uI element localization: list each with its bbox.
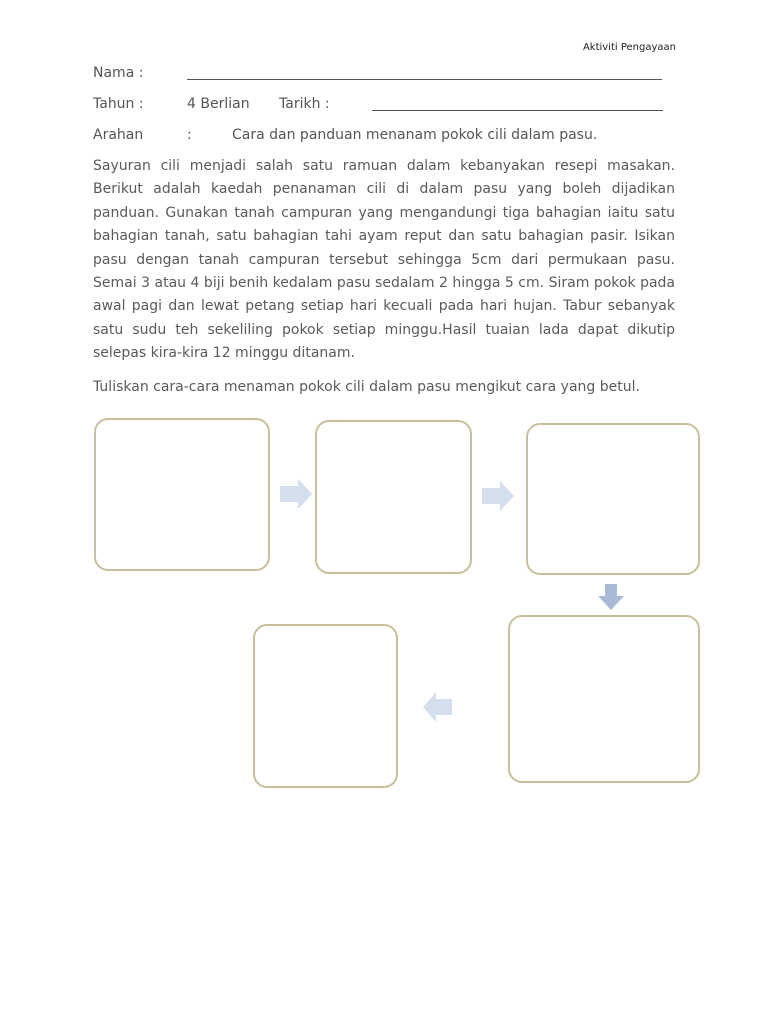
year-label: Tahun : [93,96,144,112]
step-box-5[interactable] [253,624,398,788]
direction-text: Cara dan panduan menanam pokok cili dalam pasu. [232,127,598,143]
direction-label: Arahan [93,127,144,143]
arrow-down-icon [598,584,624,610]
year-value: 4 Berlian [187,96,250,112]
activity-tag: Aktiviti Pengayaan [582,42,676,53]
date-label: Tarikh : [279,96,330,112]
name-blank-line[interactable] [187,79,662,80]
arrow-right-icon [280,479,312,509]
direction-colon: : [187,127,192,143]
instruction-text: Tuliskan cara-cara menaman pokok cili dalam pasu mengikut cara yang betul. [93,379,640,395]
step-box-4[interactable] [508,615,700,783]
arrow-right-icon [482,481,514,511]
arrow-left-icon [423,692,452,722]
step-box-1[interactable] [94,418,270,571]
step-box-3[interactable] [526,423,700,575]
step-box-2[interactable] [315,420,472,574]
passage-text: Sayuran cili menjadi salah satu ramuan dalam kebanyakan resepi masakan. Berikut adalah kaedah penanaman cili di dalam pasu yang boleh dijadikan panduan. Gunakan tanah campuran yang mengandungi tiga bahagian iaitu satu bahagian tanah, satu bahagian tahi ayam reput dan satu bahagian pasir. Isikan pasu dengan tanah campuran tersebut sehingga 5cm dari permukaan pasu. Semai 3 atau 4 biji benih kedalam pasu sedalam 2 hingga 5 cm. Siram pokok pada awal pagi dan lewat petang setiap hari kecuali pada hari hujan. Tabur sebanyak satu sudu teh sekeliling pokok setiap minggu.Hasil tuaian lada dapat dikutip selepas kira-kira 12 minggu ditanam. [93,158,675,362]
name-label: Nama : [93,65,144,81]
date-blank-line[interactable] [372,110,663,111]
